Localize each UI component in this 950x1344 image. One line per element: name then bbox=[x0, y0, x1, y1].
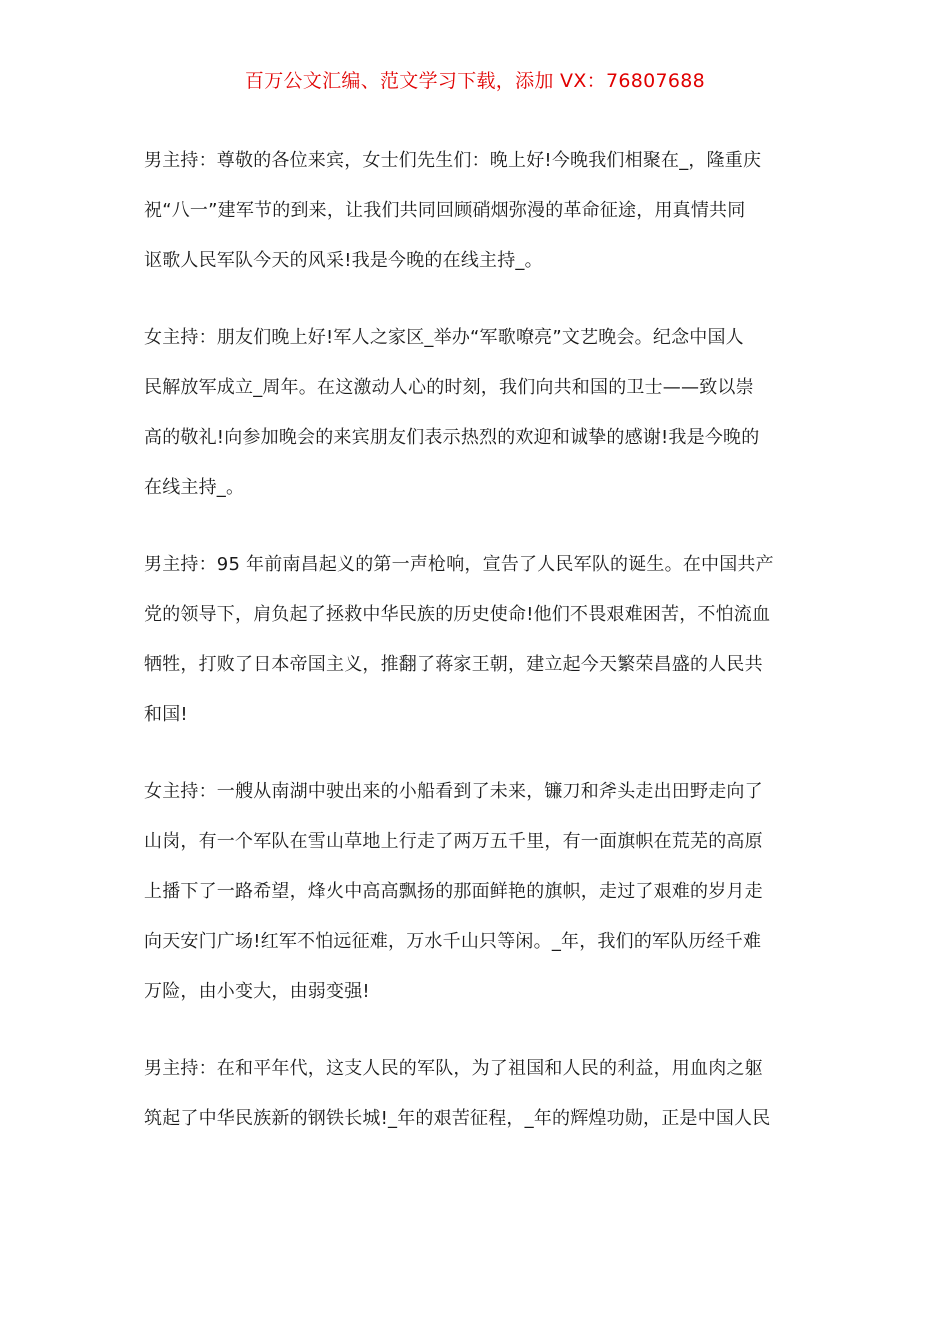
text-line: 万险，由小变大，由弱变强! bbox=[144, 981, 370, 1002]
text-line: 祝“八一”建军节的到来，让我们共同回顾硝烟弥漫的革命征途，用真情共同 bbox=[144, 200, 746, 221]
text-line: 上播下了一路希望，烽火中高高飘扬的那面鲜艳的旗帜，走过了艰难的岁月走 bbox=[144, 881, 763, 902]
text-line: 向天安门广场!红军不怕远征难，万水千山只等闲。_年，我们的军队历经千难 bbox=[144, 931, 762, 952]
paragraph-female-host-opening bbox=[144, 313, 806, 513]
text-line: 高的敬礼!向参加晚会的来宾朋友们表示热烈的欢迎和诚挚的感谢!我是今晚的 bbox=[144, 427, 760, 448]
paragraph-male-host-opening bbox=[144, 136, 806, 286]
text-line: 男主持：尊敬的各位来宾，女士们先生们：晚上好!今晚我们相聚在_，隆重庆 bbox=[144, 150, 762, 171]
text-line: 男主持：95 年前南昌起义的第一声枪响，宣告了人民军队的诞生。在中国共产 bbox=[144, 554, 774, 575]
text-line: 女主持：一艘从南湖中驶出来的小船看到了未来，镰刀和斧头走出田野走向了 bbox=[144, 781, 763, 802]
text-line: 党的领导下，肩负起了拯救中华民族的历史使命!他们不畏艰难困苦，不怕流血 bbox=[144, 604, 771, 625]
text-line: 在线主持_。 bbox=[144, 477, 245, 498]
text-line: 和国! bbox=[144, 704, 188, 725]
paragraph-female-host-history bbox=[144, 767, 806, 1017]
promo-header: 百万公文汇编、范文学习下载，添加 VX：76807688 bbox=[244, 70, 706, 92]
text-line: 民解放军成立_周年。在这激动人心的时刻，我们向共和国的卫士——致以崇 bbox=[144, 377, 754, 398]
paragraph-male-host-peace bbox=[144, 1044, 806, 1144]
text-line: 女主持：朋友们晚上好!军人之家区_举办“军歌嘹亮”文艺晚会。纪念中国人 bbox=[144, 327, 744, 348]
text-line: 讴歌人民军队今天的风采!我是今晚的在线主持_。 bbox=[144, 250, 543, 271]
text-line: 牺牲，打败了日本帝国主义，推翻了蒋家王朝，建立起今天繁荣昌盛的人民共 bbox=[144, 654, 763, 675]
text-line: 山岗，有一个军队在雪山草地上行走了两万五千里，有一面旗帜在荒芜的高原 bbox=[144, 831, 763, 852]
text-line: 男主持：在和平年代，这支人民的军队，为了祖国和人民的利益，用血肉之躯 bbox=[144, 1058, 763, 1079]
text-line: 筑起了中华民族新的钢铁长城!_年的艰苦征程，_年的辉煌功勋，正是中国人民 bbox=[144, 1108, 771, 1129]
paragraph-male-host-history bbox=[144, 540, 806, 740]
document-body bbox=[144, 136, 806, 1171]
